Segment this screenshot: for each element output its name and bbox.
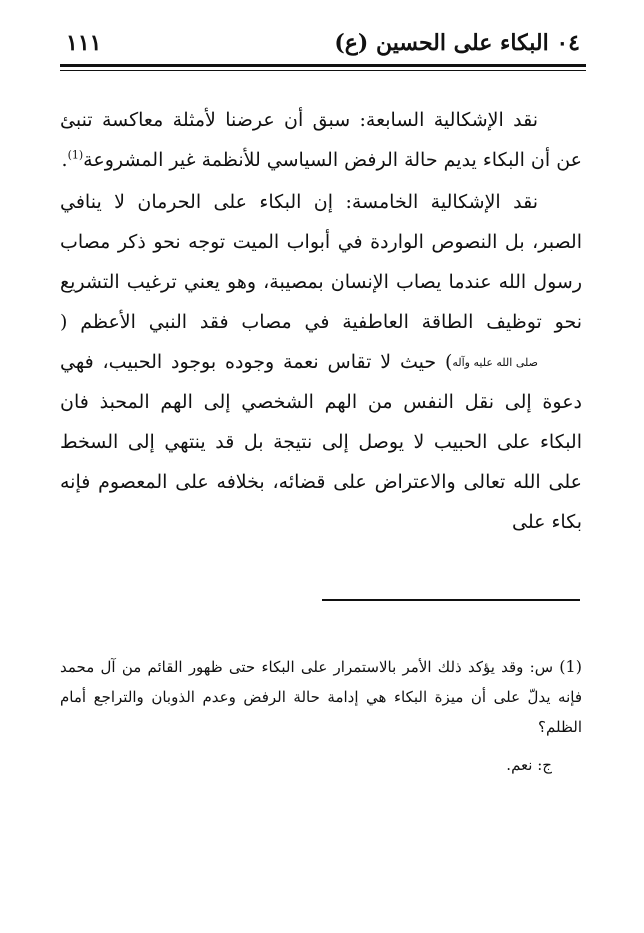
footnote-separator [322,599,580,601]
footnote-answer [60,750,582,780]
header-rule-thick [60,64,586,67]
footnote-question [60,652,582,742]
main-text [60,100,582,542]
paragraph-end: . [61,149,68,171]
footnotes [60,652,582,780]
paragraph-critique-seventh [60,100,582,180]
paragraph-text-part-1: نقد الإشكالية الخامسة: إن البكاء على الحرمان لا ينافي الصبر، بل النصوص الواردة في أبواب الميت توجه نحو ذكر مصاب رسول الله عندما يصاب الإنسان بمصيبة، وهو يعني ترغيب التشريع نحو توظيف الطاقة العاطفية في مصاب فقد النبي الأعظم ( [60,191,582,333]
header-rule-thin [60,70,586,71]
page-number: ١١١ [66,30,102,56]
salawat-glyph: صلى الله عليه وآله [452,356,538,369]
question-label: س: [529,658,554,676]
footnote-number: (1) [559,657,582,676]
header-title: ٠٤ البكاء على الحسين (ع) [334,30,580,56]
running-header [60,22,586,66]
question-text: وقد يؤكد ذلك الأمر بالاستمرار على البكاء حتى ظهور القائم من آل محمد فإنه يدلّ على أن ميزة البكاء هي إدامة حالة الرفض وعدم الذوبان والتراجع أمام الظلم؟ [60,658,582,736]
paragraph-text: نقد الإشكالية السابعة: سبق أن عرضنا لأمثلة معاكسة تنبئ عن أن البكاء يديم حالة الرفض السياسي للأنظمة غير المشروعة [60,109,582,171]
paragraph-critique-fifth [60,182,582,542]
paragraph-text-part-2: ) حيث لا تقاس نعمة وجوده بوجود الحبيب، فهي دعوة إلى نقل النفس من الهم الشخصي إلى الهم المحبذ فان البكاء على الحبيب لا يوصل إلى نتيجة بل قد ينتهي إلى السخط على الله تعالى والاعتراض على قضائه، بخلافه على المعصوم فإنه بكاء على [60,351,582,533]
answer-label: ج: [537,756,552,774]
footnote-reference[interactable]: (1) [67,148,84,162]
answer-text: نعم. [506,756,533,774]
